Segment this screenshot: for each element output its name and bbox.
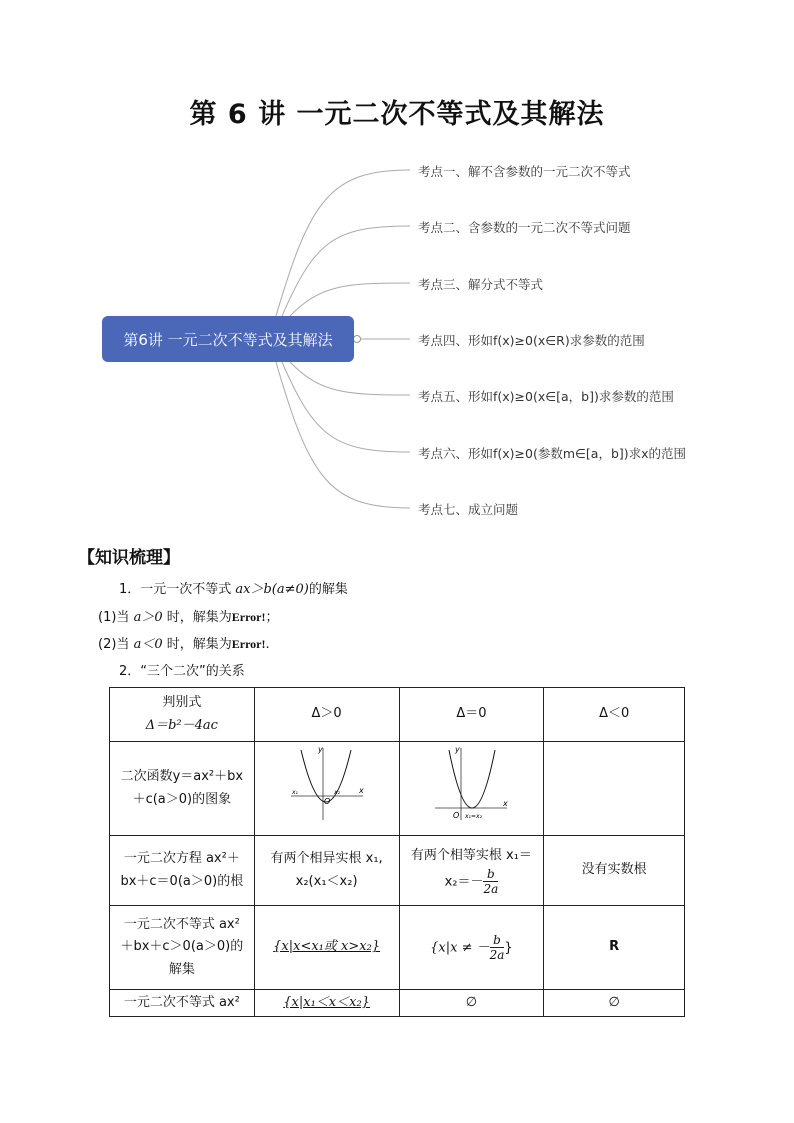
mindmap-branch: 考点七、成立问题 <box>418 502 519 517</box>
cell-double-root: 有两个相等实根 x₁＝ x₂＝－ $\frac{b}{2a}$ <box>399 836 544 906</box>
cell-solution-double-root: {x|x ≠ － $\frac{b}{2a}$ } <box>399 906 544 990</box>
three-quadratics-table <box>109 687 685 1017</box>
cell-two-distinct-roots: 有两个相异实根 x₁, x₂(x₁＜x₂) <box>254 836 399 906</box>
header-negative: Δ＜0 <box>544 688 685 742</box>
mindmap-branch: 考点四、形如f(x)≥0(x∈R)求参数的范围 <box>418 333 645 348</box>
mindmap-branch: 考点六、形如f(x)≥0(参数m∈[a，b])求x的范围 <box>418 446 687 461</box>
table-row <box>110 990 685 1017</box>
table-row <box>110 906 685 990</box>
item-1-heading: 1．一元一次不等式 ax＞b(a≠0)的解集 <box>119 582 348 597</box>
cell-solution-all-reals: R <box>544 906 685 990</box>
mindmap-center-node: 第6讲 一元二次不等式及其解法 <box>102 316 354 362</box>
row-inequality-lt-label: 一元二次不等式 ax² <box>110 990 255 1017</box>
cell-empty-set: ∅ <box>544 990 685 1017</box>
row-equation-label: 一元二次方程 ax²＋ bx＋c＝0(a＞0)的根 <box>110 836 255 906</box>
mindmap-branch: 考点一、解不含参数的一元二次不等式 <box>418 164 631 179</box>
graph-two-roots <box>254 742 399 836</box>
page-title: 第 6 讲 一元二次不等式及其解法 <box>189 99 605 130</box>
axis-x-label: x <box>503 799 509 809</box>
graph-no-root <box>544 742 685 836</box>
origin-label: O <box>323 797 330 807</box>
double-root-label: x₁=x₂ <box>465 813 483 821</box>
origin-label: O <box>453 811 460 821</box>
axis-y-label: y <box>455 745 461 755</box>
section-heading: 【知识梳理】 <box>78 548 180 568</box>
mindmap-branch: 考点五、形如f(x)≥0(x∈[a，b])求参数的范围 <box>418 389 674 404</box>
parabola-one-root-graph <box>431 744 511 824</box>
header-discriminant: 判别式 Δ＝b²－4ac <box>110 688 255 742</box>
mindmap-branch: 考点三、解分式不等式 <box>418 277 544 292</box>
mindmap-branch: 考点二、含参数的一元二次不等式问题 <box>418 220 631 235</box>
axis-x-label: x <box>358 786 364 796</box>
header-positive: Δ＞0 <box>254 688 399 742</box>
graph-one-root <box>399 742 544 836</box>
item-1-case-1: (1)当 a＞0 时，解集为Error!； <box>98 610 279 625</box>
parabola-two-roots-graph <box>287 744 367 824</box>
cell-solution-two-roots: {x|x<x₁或 x>x₂} <box>254 906 399 990</box>
root-x1-label: x₁ <box>291 789 298 797</box>
table-row <box>110 742 685 836</box>
item-2-heading: 2．“三个二次”的关系 <box>119 664 245 679</box>
cell-solution-between-roots: {x|x₁＜x＜x₂} <box>254 990 399 1017</box>
axis-y-label: y <box>317 745 323 755</box>
root-x2-label: x₂ <box>333 789 340 797</box>
table-row <box>110 836 685 906</box>
row-graph-label: 二次函数y＝ax²＋bx ＋c(a＞0)的图象 <box>110 742 255 836</box>
table-row <box>110 688 685 742</box>
header-zero: Δ＝0 <box>399 688 544 742</box>
cell-no-real-root: 没有实数根 <box>544 836 685 906</box>
cell-empty-set: ∅ <box>399 990 544 1017</box>
row-inequality-label: 一元二次不等式 ax² ＋bx＋c＞0(a＞0)的 解集 <box>110 906 255 990</box>
item-1-case-2: (2)当 a＜0 时，解集为Error!. <box>98 637 270 652</box>
